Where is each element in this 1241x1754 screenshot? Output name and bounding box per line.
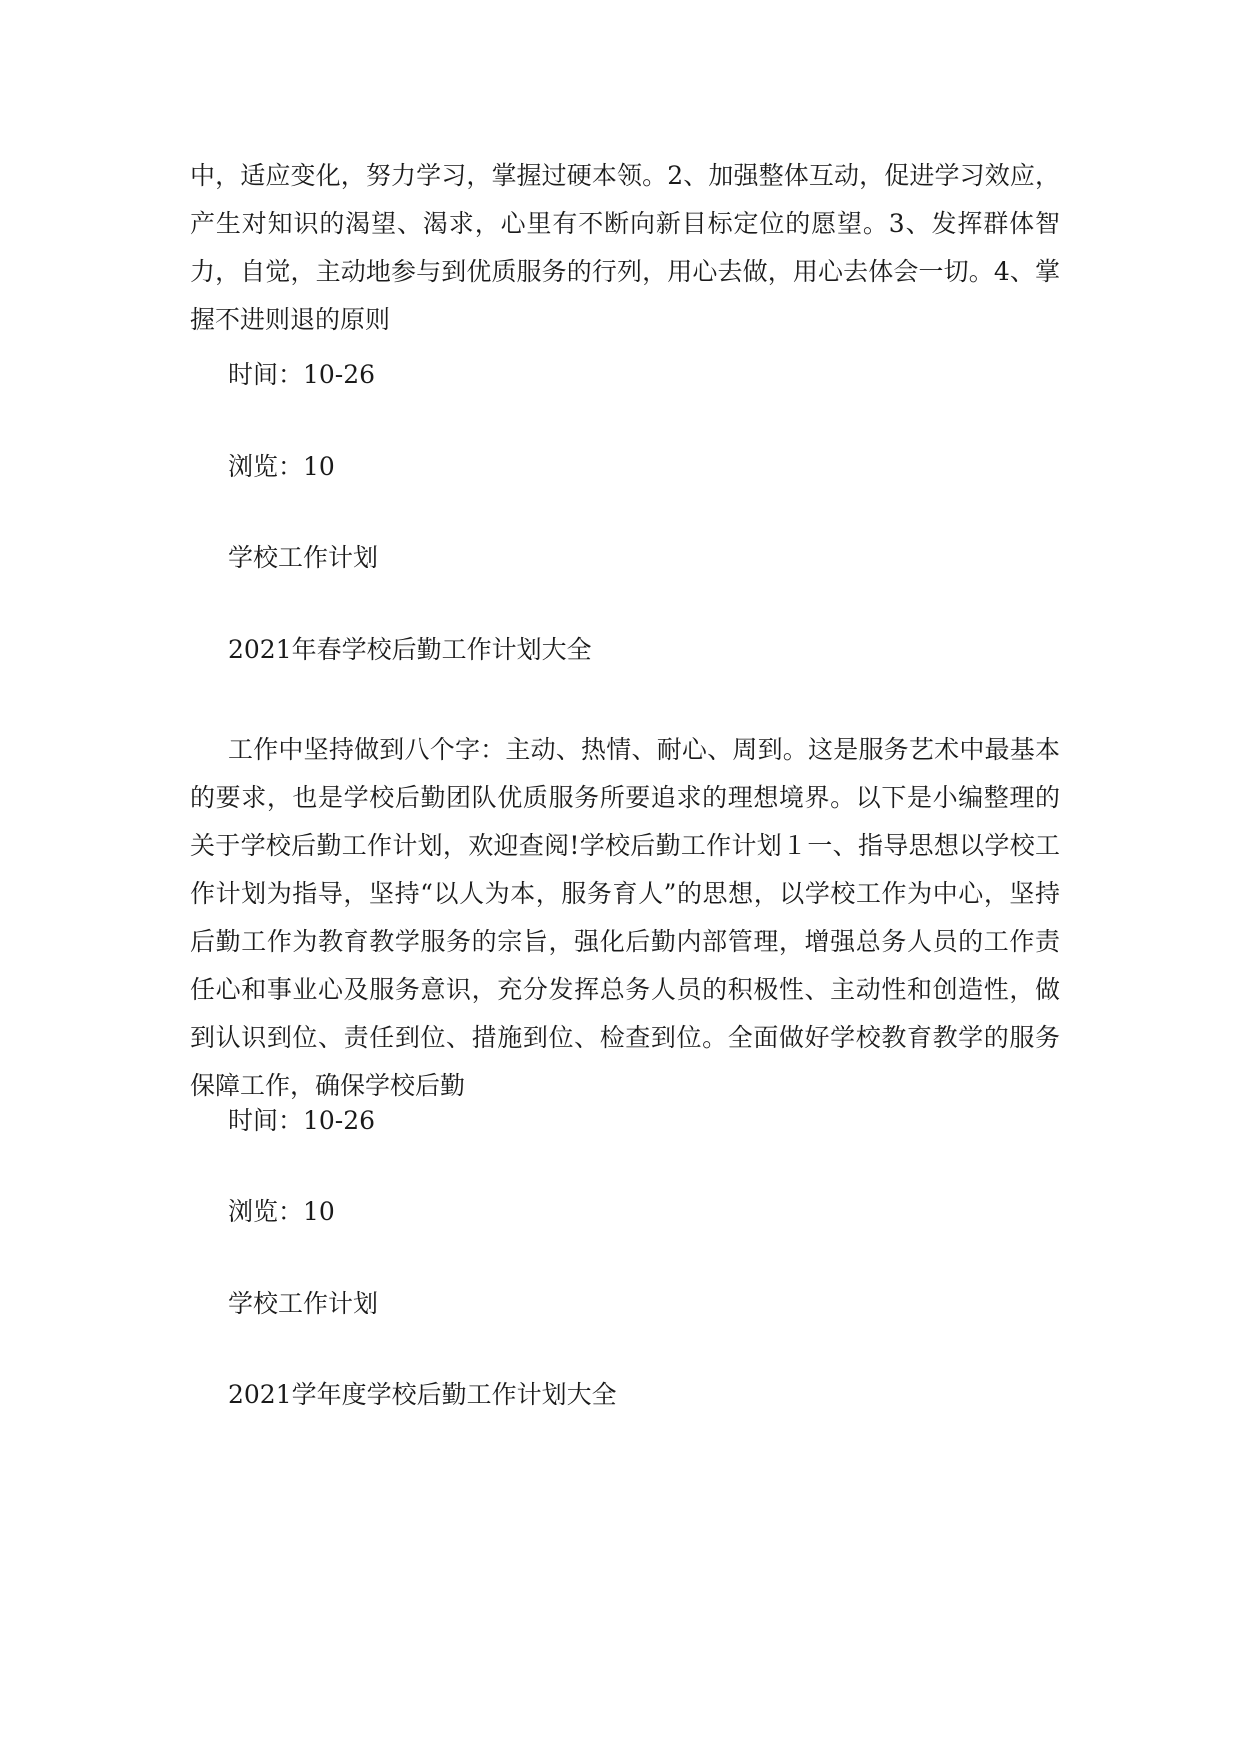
article-title-2: 2021学年度学校后勤工作计划大全: [228, 1380, 617, 1409]
category-label-1: 学校工作计划: [228, 543, 379, 572]
category-label-2: 学校工作计划: [228, 1289, 379, 1318]
views-label-2: 浏览：10: [228, 1197, 335, 1226]
views-label-1: 浏览：10: [228, 452, 335, 481]
paragraph-continuation: 中，适应变化，努力学习，掌握过硬本领。2、加强整体互动，促进学习效应，产生对知识的渴望、渴求，心里有不断向新目标定位的愿望。3、发挥群体智力，自觉，主动地参与到优质服务的行列，用心去做，用心去体会一切。4、掌握不进则退的原则: [190, 161, 1060, 334]
time-label-1: 时间：10-26: [228, 360, 376, 389]
article-title-1: 2021年春学校后勤工作计划大全: [228, 635, 592, 664]
article-summary-paragraph: 工作中坚持做到八个字：主动、热情、耐心、周到。这是服务艺术中最基本的要求，也是学校后勤团队优质服务所要追求的理想境界。以下是小编整理的关于学校后勤工作计划，欢迎查阅!学校后勤工作计划１一、指导思想以学校工作计划为指导，坚持“以人为本，服务育人”的思想，以学校工作为中心，坚持后勤工作为教育教学服务的宗旨，强化后勤内部管理，增强总务人员的工作责任心和事业心及服务意识，充分发挥总务人员的积极性、主动性和创造性，做到认识到位、责任到位、措施到位、检查到位。全面做好学校教育教学的服务保障工作，确保学校后勤: [190, 735, 1060, 1100]
time-label-2: 时间：10-26: [228, 1106, 376, 1135]
